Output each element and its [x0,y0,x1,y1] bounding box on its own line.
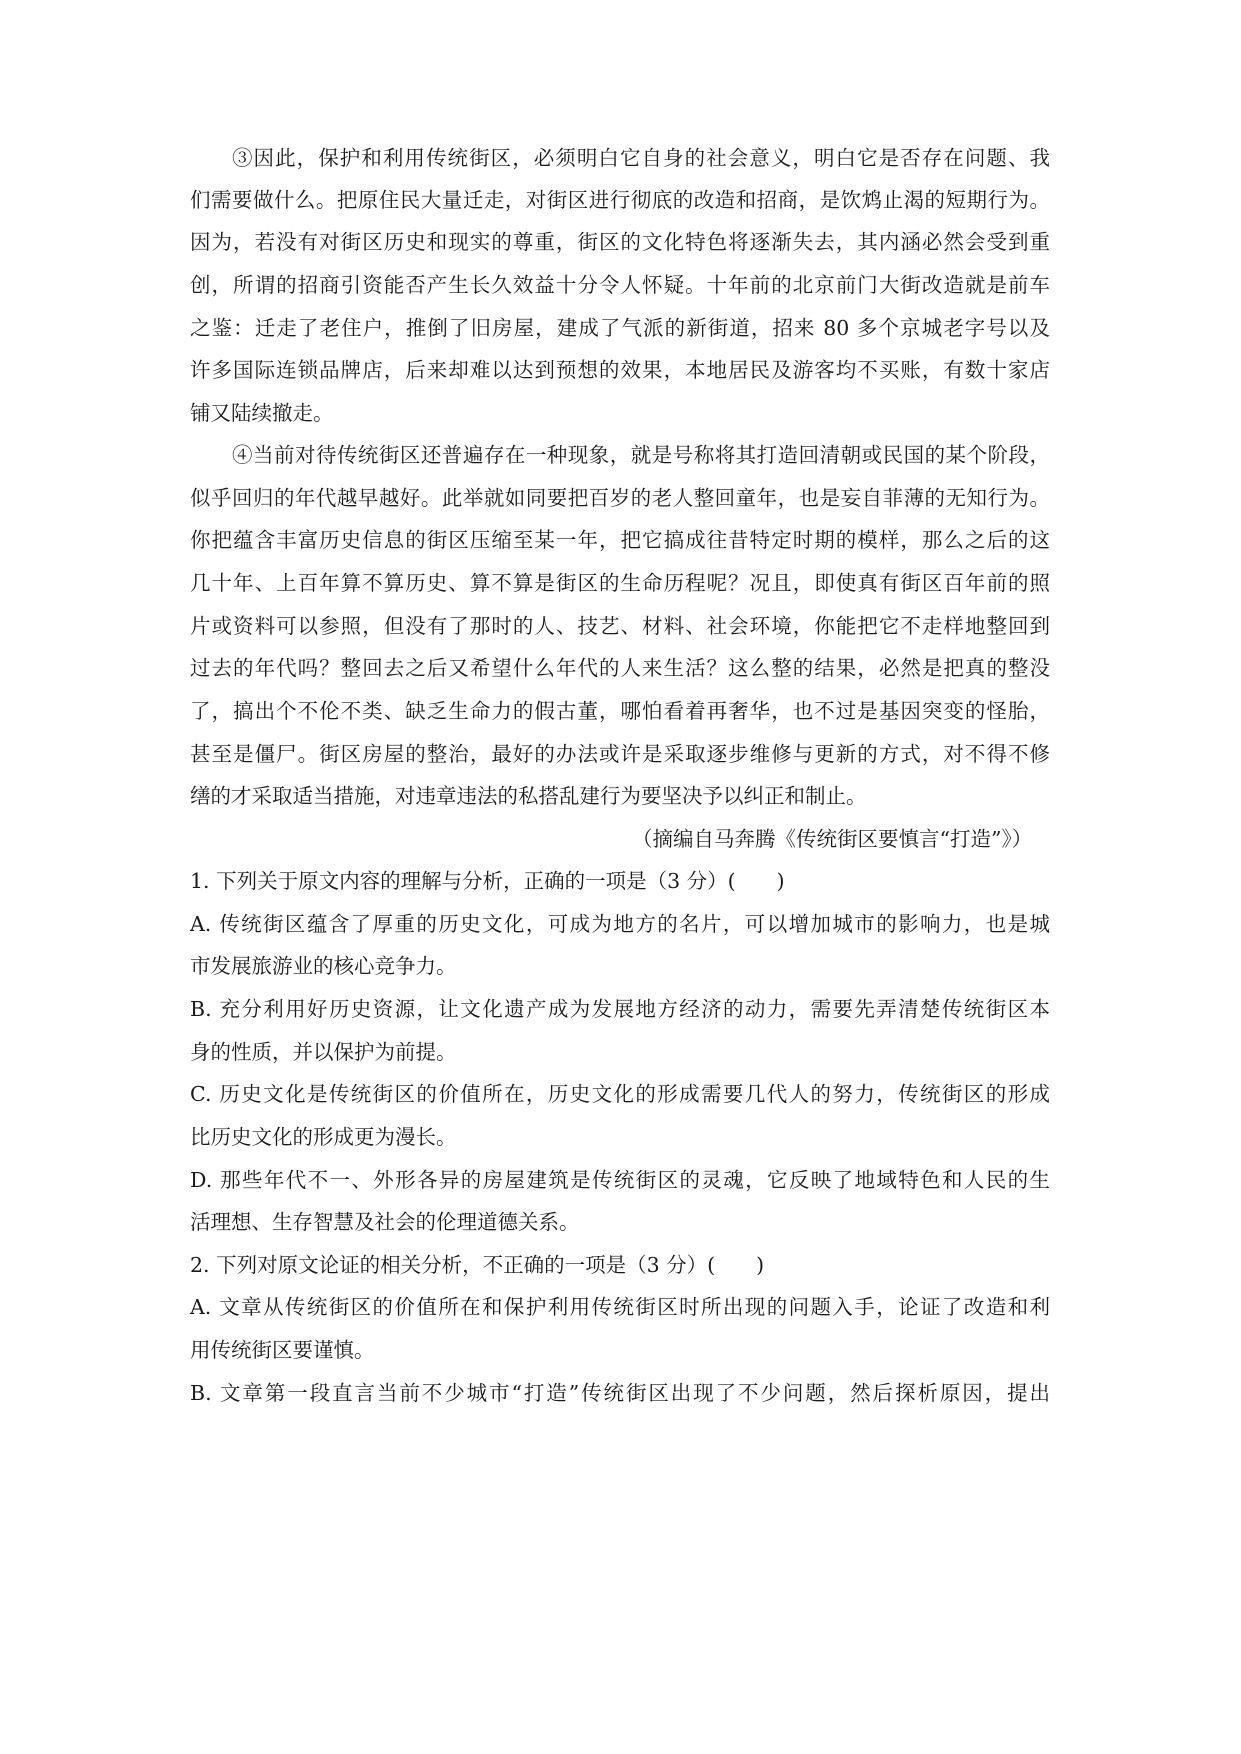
text-line: ④当前对待传统街区还普遍存在一种现象，就是号称将其打造回清朝或民国的某个阶段， [232,443,1050,467]
option-d-line-1: D. 那些年代不一、外形各异的房屋建筑是传统街区的灵魂，它反映了地域特色和人民的生 [190,1168,1050,1192]
text-line: 过去的年代吗？整回去之后又希望什么年代的人来生活？这么整的结果，必然是把真的整没 [190,656,1050,680]
option-b-line-1: B. 文章第一段直言当前不少城市“打造”传统街区出现了不少问题，然后探析原因，提出 [190,1381,1050,1405]
text-line: 铺又陆续撤走。 [190,401,334,425]
option-a-line-1: A. 传统街区蕴含了厚重的历史文化，可成为地方的名片，可以增加城市的影响力，也是城 [190,912,1050,936]
question-stem: 2. 下列对原文论证的相关分析，不正确的一项是（3 分）( ) [190,1253,765,1277]
text-line: 们需要做什么。把原住民大量迁走，对街区进行彻底的改造和招商，是饮鸩止渴的短期行为。 [190,188,1050,212]
option-c-line-1: C. 历史文化是传统街区的价值所在，历史文化的形成需要几代人的努力，传统街区的形成 [190,1082,1050,1106]
text-line: 几十年、上百年算不算历史、算不算是街区的生命历程呢？况且，即使真有街区百年前的照 [190,571,1050,595]
option-c-line-2: 比历史文化的形成更为漫长。 [190,1125,457,1149]
text-line: 似乎回归的年代越早越好。此举就如同要把百岁的老人整回童年，也是妄自菲薄的无知行为。 [190,486,1050,510]
text-line: 甚至是僵尸。街区房屋的整治，最好的办法或许是采取逐步维修与更新的方式，对不得不修 [190,742,1050,766]
option-a-line-2: 市发展旅游业的核心竞争力。 [190,954,457,978]
text-line: 了，搞出个不伦不类、缺乏生命力的假古董，哪怕看着再奢华，也不过是基因突变的怪胎， [190,699,1050,723]
text-line: 之鉴：迁走了老住户，推倒了旧房屋，建成了气派的新街道，招来 80 多个京城老字号以及 [190,316,1050,340]
text-line: ③因此，保护和利用传统街区，必须明白它自身的社会意义，明白它是否存在问题、我 [232,146,1050,170]
option-a-line-1: A. 文章从传统街区的价值所在和保护利用传统街区时所出现的问题入手，论证了改造和利 [190,1295,1050,1319]
question-stem: 1. 下列关于原文内容的理解与分析，正确的一项是（3 分）( ) [190,869,785,893]
text-line: 你把蕴含丰富历史信息的街区压缩至某一年，把它搞成往昔特定时期的模样，那么之后的这 [190,528,1050,552]
option-b-line-2: 身的性质，并以保护为前提。 [190,1040,457,1064]
text-line: 创，所谓的招商引资能否产生长久效益十分令人怀疑。十年前的北京前门大街改造就是前车 [190,273,1050,297]
source-citation: （摘编自马奔腾《传统街区要慎言“打造”》） [632,827,1033,851]
text-line: 缮的才采取适当措施，对违章违法的私搭乱建行为要坚决予以纠正和制止。 [190,784,867,808]
option-a-line-2: 用传统街区要谨慎。 [190,1338,375,1362]
text-line: 因为，若没有对街区历史和现实的尊重，街区的文化特色将逐渐失去，其内涵必然会受到重 [190,230,1050,254]
text-line: 许多国际连锁品牌店，后来却难以达到预想的效果，本地居民及游客均不买账，有数十家店 [190,358,1050,382]
text-line: 片或资料可以参照，但没有了那时的人、技艺、材料、社会环境，你能把它不走样地整回到 [190,614,1050,638]
option-d-line-2: 活理想、生存智慧及社会的伦理道德关系。 [190,1210,580,1234]
option-b-line-1: B. 充分利用好历史资源，让文化遗产成为发展地方经济的动力，需要先弄清楚传统街区本 [190,997,1050,1021]
